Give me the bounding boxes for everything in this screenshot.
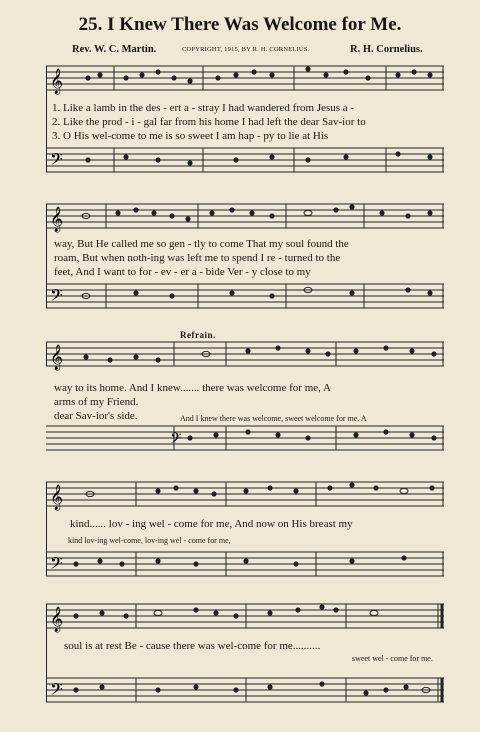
verse-1-line-2: way, But He called me so gen - tly to come That my soul found the [54,238,349,250]
system-3 [46,334,444,470]
bass-clef-icon: 𝄢 [50,681,63,703]
copyright-notice: COPYRIGHT, 1915, BY R. H. CORNELIUS. [182,46,310,53]
bass-lyric-3: sweet wel - come for me. [352,654,433,663]
refrain-line-3: soul is at rest Be - cause there was wel-come for me.......... [64,640,321,652]
refrain-label: Refrain. [180,330,216,340]
verse-3-line-3: dear Sav-ior's side. [54,410,138,422]
bass-lyric-1: And I knew there was welcome, sweet welcome for me. A [180,414,367,423]
treble-clef-icon: 𝄞 [50,206,64,231]
bass-clef-icon: 𝄢 [50,151,63,173]
system-4 [46,476,444,586]
verse-1-line-1: 1. Like a lamb in the des - ert a - stray I had wandered from Jesus a - [52,102,355,114]
bass-clef-icon: 𝄢 [50,287,63,309]
verse-2-line-1: 2. Like the prod - i - gal far from his home I had left the dear Sav-ior to [52,116,366,128]
verse-3-line-2: feet, And I want to for - ev - er a - bide Ver - y close to my [54,266,311,278]
verse-3-line-1: 3. O His wel-come to me is so sweet I am hap - py to lie at His [52,130,329,142]
system-1 [46,62,444,186]
bass-clef-icon: 𝄢 [50,555,63,577]
system-5 [46,596,444,706]
author-credit: Rev. W. C. Martin. [72,44,157,55]
treble-clef-icon: 𝄞 [50,68,64,93]
verse-2-line-2: roam, But when noth-ing was left me to spend I re - turned to the [54,252,341,264]
refrain-line-2: kind...... lov - ing wel - come for me, And now on His breast my [70,518,353,530]
system-4-staves [46,476,444,586]
treble-clef-icon: 𝄞 [50,606,64,631]
verse-2-line-3: arms of my Friend. [54,396,139,408]
verse-1-line-3: way to its home. And I knew....... there was welcome for me, A [54,382,331,394]
treble-clef-icon: 𝄞 [50,344,64,369]
bass-lyric-2: kind lov-ing wel-come, lov-ing wel - come for me, [68,536,231,545]
hymn-title: 25. I Knew There Was Welcome for Me. [78,14,402,35]
bass-clef-icon: 𝄢 [170,430,182,450]
composer-credit: R. H. Cornelius. [350,44,423,55]
system-2 [46,196,444,326]
treble-clef-icon: 𝄞 [50,484,64,509]
